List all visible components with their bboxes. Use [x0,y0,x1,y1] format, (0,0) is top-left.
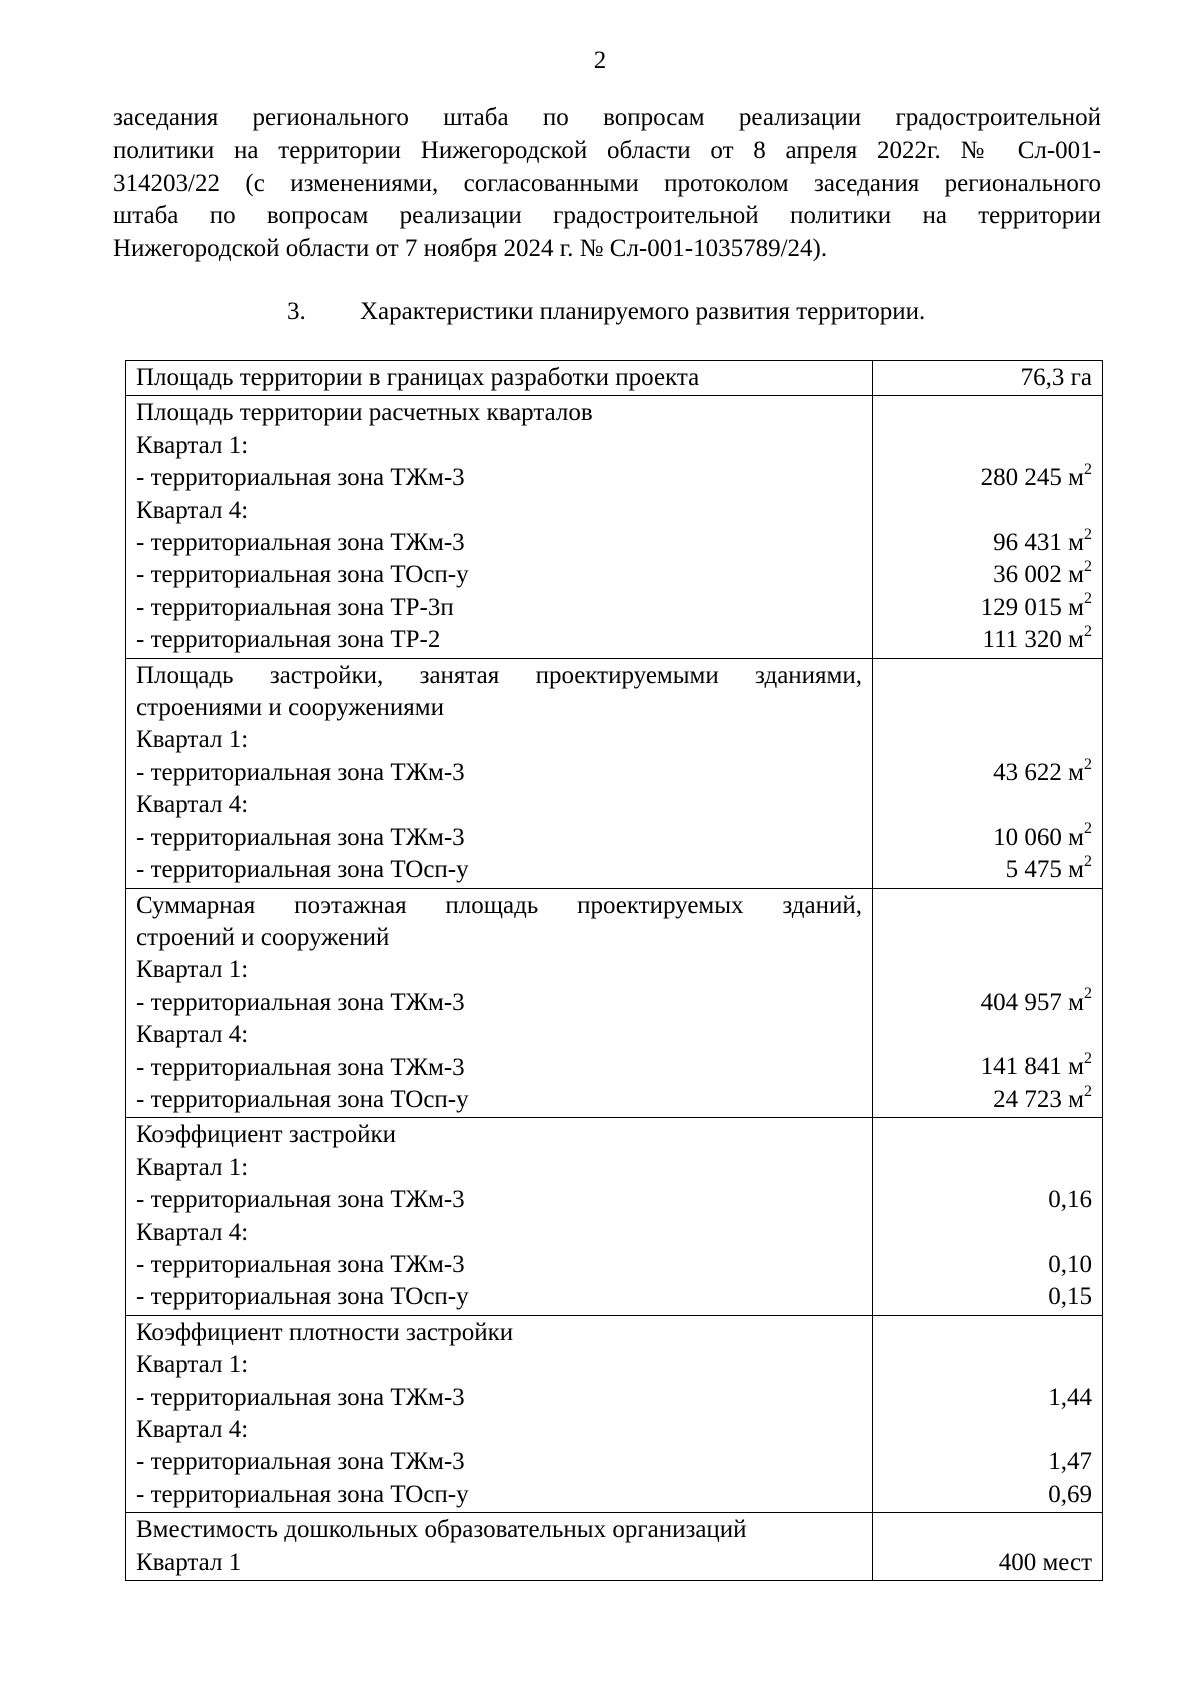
param-title: Площадь территории расчетных кварталов [136,399,593,427]
quarter-label: Квартал 4: [136,1416,249,1443]
row-value [873,361,1103,396]
param-title: Коэффициент застройки [136,1121,397,1149]
quarter-label: Квартал 1: [136,726,249,754]
section-heading [287,297,925,327]
row-value [873,1315,1103,1512]
zone-label: - территориальная зона ТОсп-у [136,856,469,884]
area-value: 96 431 $м^2$ [993,525,1092,556]
zone-label: - территориальная зона ТОсп-у [136,1480,469,1508]
row-label [126,888,873,1118]
zone-label: - территориальная зона ТЖм-3 [136,464,465,492]
row-label [126,1315,873,1512]
table-row [126,361,1103,396]
characteristics-table [125,360,1103,1581]
row-label [126,361,873,396]
quarter-label: Квартал 1 [136,1548,242,1576]
zone-label: - территориальная зона ТЖм-3 [136,988,465,1016]
zone-label: - территориальная зона ТОсп-у [136,1283,469,1311]
zone-label: - территориальная зона ТЖм-3 [136,1383,465,1411]
area-value: 43 622 $м^2$ [993,755,1092,786]
intro-line: Нижегородской области от 7 ноября 2024 г. № Сл-001-1035789/24). [113,235,828,263]
intro-line: штаба по вопросам реализации градостроительной политики на территории [113,202,1101,230]
area-value: 36 002 $м^2$ [993,558,1092,589]
quarter-label: Квартал 4: [136,1218,249,1246]
table-row [126,888,1103,1118]
param-title: Площадь территории в границах разработки проекта [136,364,700,391]
table-row [126,1118,1103,1315]
section-number: 3. [287,298,306,325]
row-value [873,888,1103,1118]
zone-label: - территориальная зона ТОсп-у [136,561,469,589]
section-title: Характеристики планируемого развития территории. [360,298,926,325]
param-title: Коэффициент плотности застройки [136,1318,514,1346]
area-value: 280 245 $м^2$ [980,460,1092,492]
zone-label: - территориальная зона ТЖм-3 [136,1186,465,1214]
area-value: 404 957 $м^2$ [980,985,1092,1016]
row-value [873,1513,1103,1581]
param-title: Суммарная поэтажная площадь проектируемых зданий, [136,891,862,919]
coef-value: 1,47 [1048,1448,1092,1476]
area-value: 10 060 $м^2$ [993,820,1092,851]
row-value [873,1118,1103,1315]
row-label [126,658,873,888]
zone-label: - территориальная зона ТЖм-3 [136,529,465,557]
intro-line: политики на территории Нижегородской области от 8 апреля 2022г. № Сл-001- [113,136,1101,164]
zone-label: - территориальная зона ТР-2 [136,626,441,654]
intro-line: заседания регионального штаба по вопросам реализации градостроительной [113,104,1101,131]
intro-line: 314203/22 (с изменениями, согласованными протоколом заседания регионального [113,169,1101,197]
row-value [873,658,1103,888]
area-value: 111 320 $м^2$ [982,622,1092,654]
coef-value: 0,15 [1048,1283,1092,1311]
table-row [126,1315,1103,1512]
coef-value: 0,69 [1048,1480,1092,1508]
quarter-label: Квартал 1: [136,431,249,459]
coef-value: 0,10 [1048,1250,1092,1278]
table-row [126,658,1103,888]
quarter-label: Квартал 1: [136,956,249,984]
zone-label: - территориальная зона ТЖм-3 [136,1448,465,1476]
param-title: Вместимость дошкольных образовательных организаций [136,1516,747,1544]
table-row [126,1513,1103,1581]
row-value [873,396,1103,658]
table-row [126,396,1103,658]
param-title: строений и сооружений [136,923,390,951]
area-value: 5 475 $м^2$ [1005,852,1092,883]
zone-label: - территориальная зона ТЖм-3 [136,823,465,851]
param-title: строениями и сооружениями [136,694,444,722]
row-label [126,396,873,658]
quarter-label: Квартал 4: [136,1021,249,1049]
zone-label: - территориальная зона ТЖм-3 [136,758,465,786]
coef-value: 0,16 [1048,1186,1092,1214]
area-value: 129 015 $м^2$ [980,590,1092,621]
quarter-label: Квартал 1: [136,1351,249,1379]
area-value: 24 723 $м^2$ [993,1082,1092,1113]
param-title: Площадь застройки, занятая проектируемыми зданиями, [136,661,862,689]
quarter-label: Квартал 1: [136,1153,249,1181]
param-value: 76,3 га [1020,364,1092,391]
quarter-label: Квартал 4: [136,496,249,524]
zone-label: - территориальная зона ТОсп-у [136,1085,469,1113]
area-value: 141 841 $м^2$ [980,1050,1092,1081]
row-label [126,1118,873,1315]
zone-label: - территориальная зона ТЖм-3 [136,1250,465,1278]
zone-label: - территориальная зона ТР-3п [136,593,454,621]
intro-paragraph [113,102,1101,266]
zone-label: - территориальная зона ТЖм-3 [136,1053,465,1081]
page-number: 2 [593,47,607,74]
row-label [126,1513,873,1581]
capacity-value: 400 мест [998,1548,1092,1576]
coef-value: 1,44 [1048,1383,1092,1411]
quarter-label: Квартал 4: [136,791,249,819]
